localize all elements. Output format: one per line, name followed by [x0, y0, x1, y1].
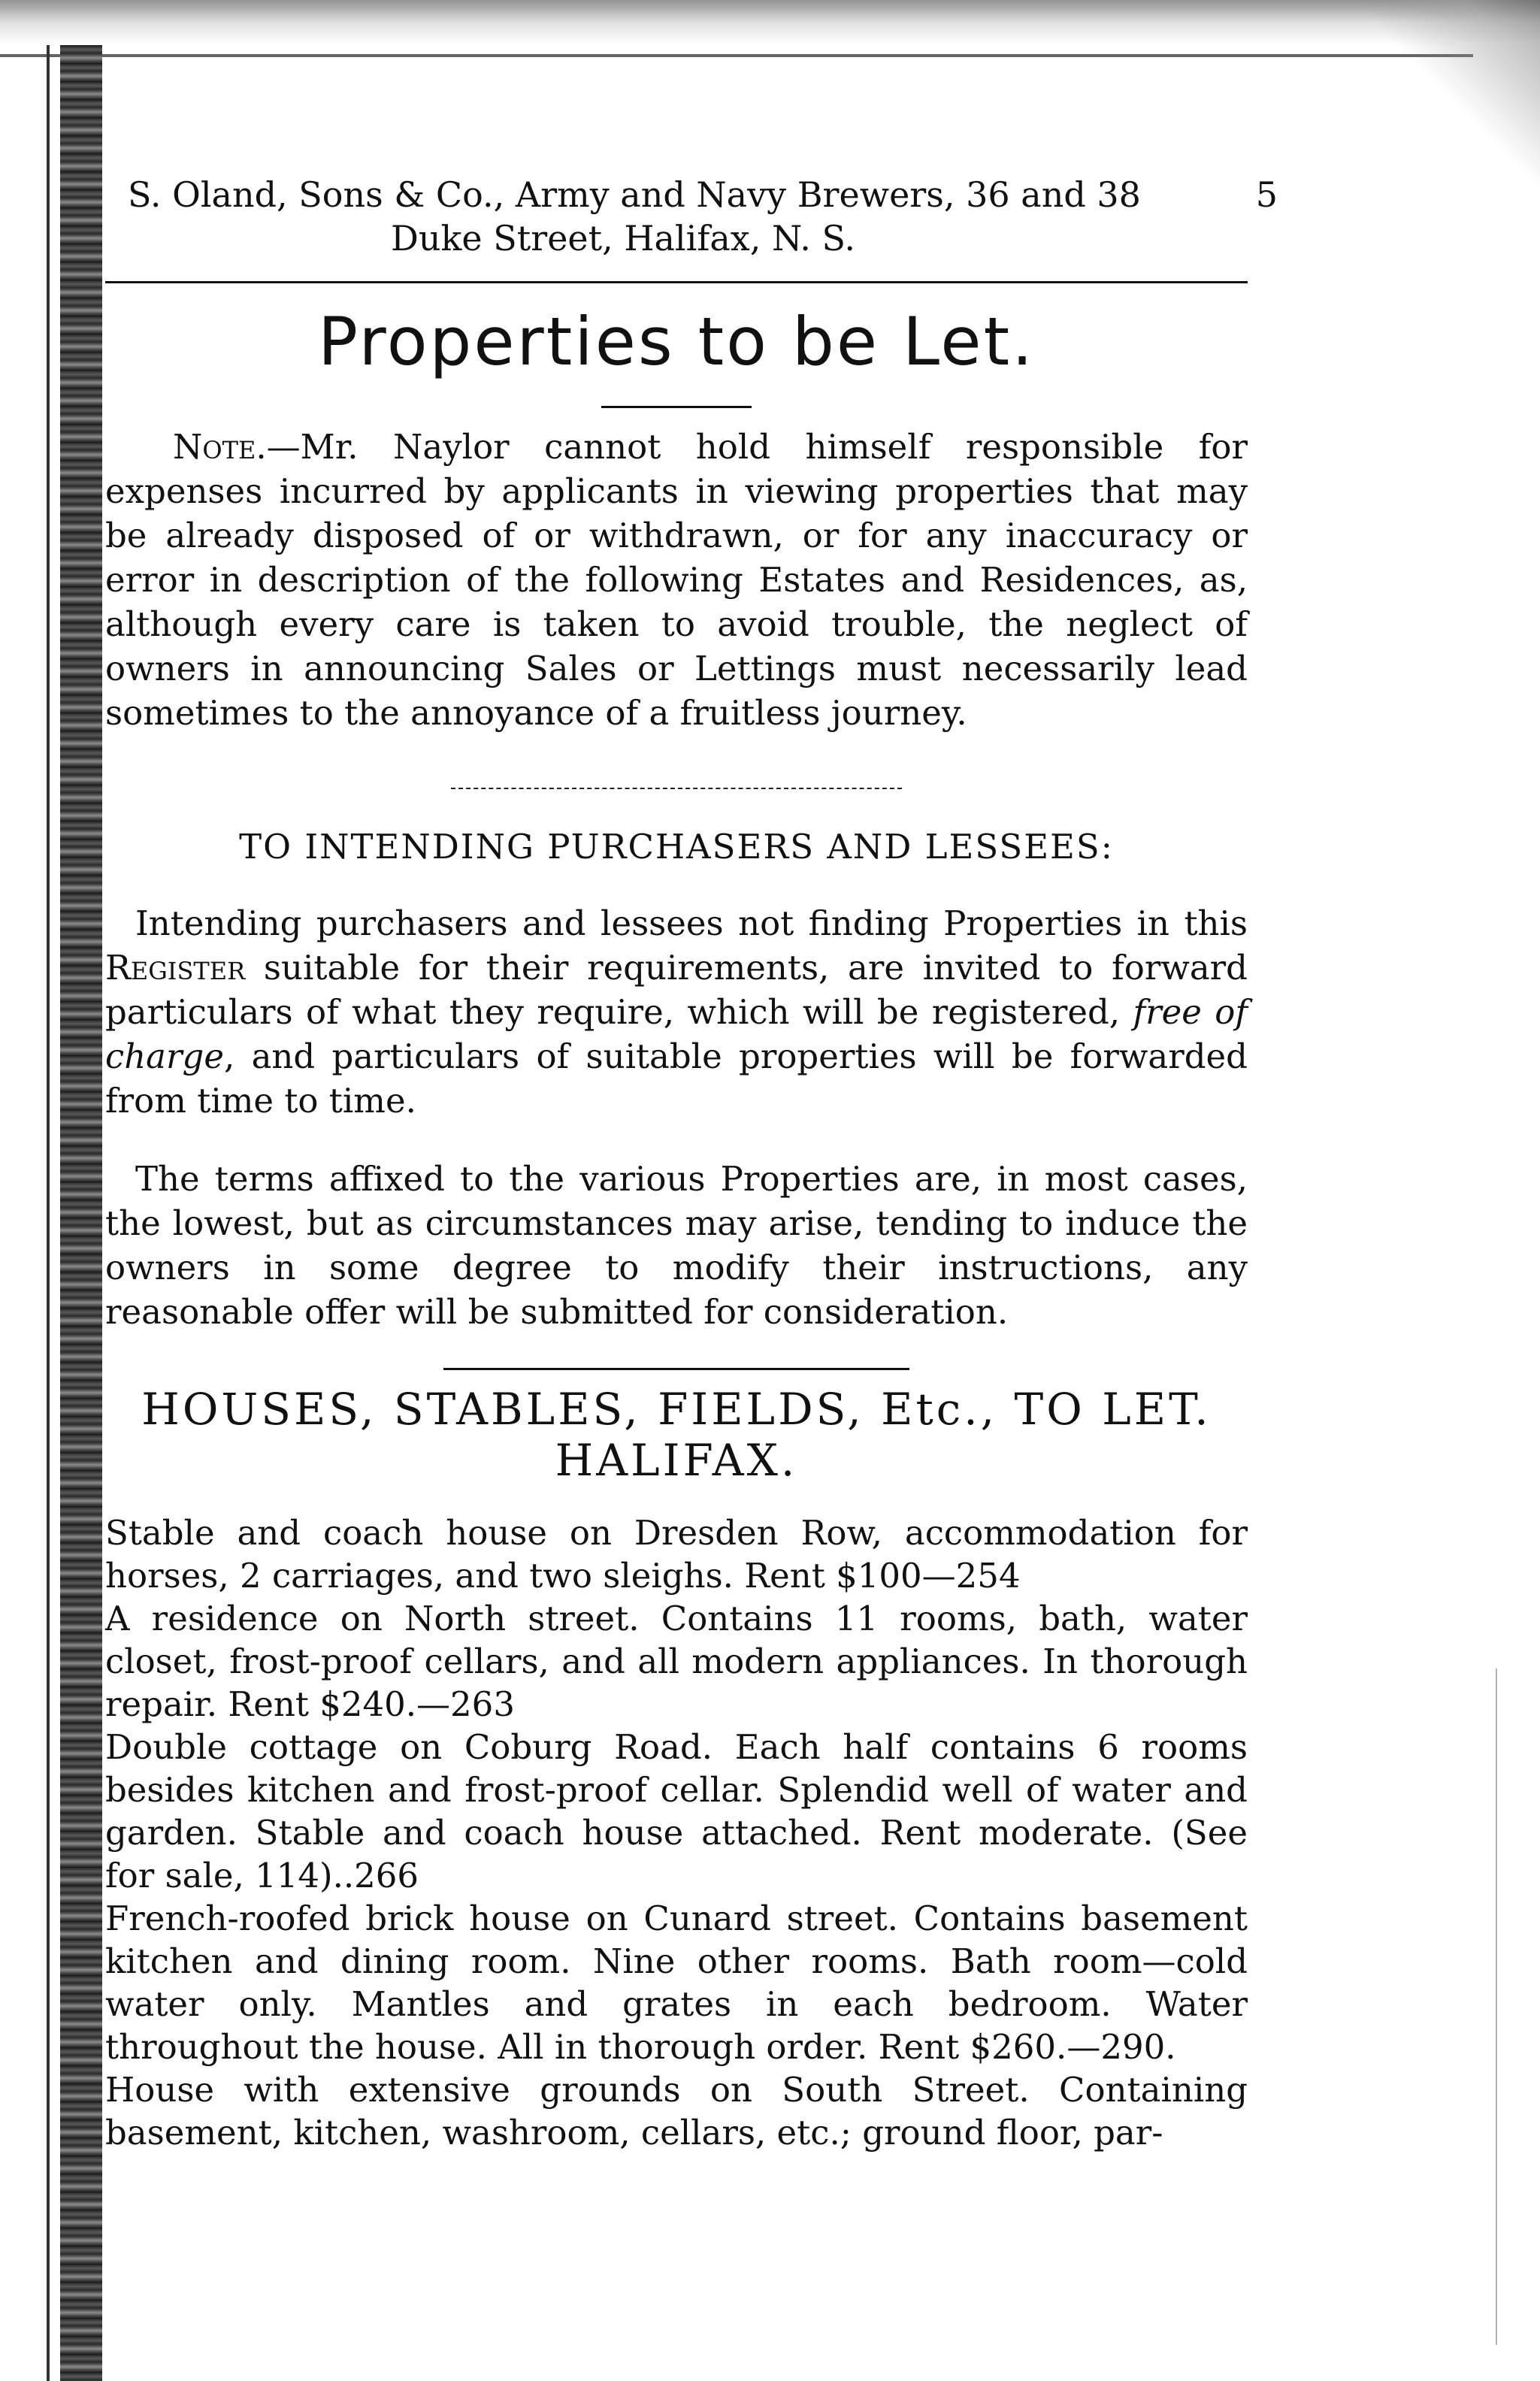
running-head-line-2: Duke Street, Halifax, N. S. — [391, 218, 856, 259]
running-head-line-1: S. Oland, Sons & Co., Army and Navy Brewers, 36 and 38 — [128, 174, 1141, 215]
page-number: 5 — [1255, 174, 1278, 215]
listings-list — [105, 1511, 1248, 2154]
scan-corner-shadow — [1360, 0, 1540, 241]
intending-text-b: suitable for their requirements, are invited to forward particulars of what they require, which will be registered, — [105, 948, 1248, 1032]
binding-line — [47, 45, 50, 2381]
listings-subheading: HALIFAX. — [555, 1435, 798, 1486]
header-rule — [105, 281, 1248, 283]
page-title: Properties to be Let. — [317, 303, 1036, 380]
note-text: —Mr. Naylor cannot hold himself responsible for expenses incurred by applicants in viewing properties that may be already disposed of or withdrawn, or for any inaccuracy or error in description of the following Estates and Residences, as, although every care is taken to avoid trouble, the neglect of owners in announcing Sales or Lettings must necessarily lead sometimes to the annoyance of a fruitless journey. — [105, 427, 1248, 733]
intending-text-c: , and particulars of suitable properties will be forwarded from time to time. — [105, 1036, 1248, 1121]
note-lead: Note. — [173, 427, 267, 467]
list-item: House with extensive grounds on South Street. Containing basement, kitchen, washroom, cellars, etc.; ground floor, par- — [105, 2070, 1248, 2153]
intending-paragraph-1 — [105, 901, 1248, 1123]
intending-text-a: Intending purchasers and lessees not finding Properties in this — [135, 903, 1248, 943]
document-page — [105, 173, 1278, 2154]
listings-heading: HOUSES, STABLES, FIELDS, Etc., TO LET. — [141, 1384, 1212, 1435]
register-word: Register — [105, 948, 246, 988]
section-divider — [451, 788, 902, 789]
intending-paragraph-2 — [105, 1157, 1248, 1334]
list-item: Stable and coach house on Dresden Row, accommodation for horses, 2 carriages, and two sleighs. Rent $100—254 — [105, 1513, 1248, 1596]
list-item: A residence on North street. Contains 11 rooms, bath, water closet, frost-proof cellars, and all modern appliances. In thorough repair. Rent $240.—263 — [105, 1599, 1248, 1724]
scan-edge-line — [0, 54, 1473, 57]
list-item: French-roofed brick house on Cunard street. Contains basement kitchen and dining room. Nine other rooms. Bath room—cold water only. Mantles and grates in each bedroom. Water throughout the house. All in thorough order. Rent $260.—290. — [105, 1898, 1248, 2067]
title-rule — [601, 406, 752, 408]
running-head — [105, 173, 1278, 260]
page-binding — [0, 0, 98, 2381]
binding-gutter — [60, 45, 102, 2381]
list-item: Double cottage on Coburg Road. Each half contains 6 rooms besides kitchen and frost-proof cellar. Splendid well of water and garden. Stable and coach house attached. Rent moderate. (See for sale, 114)..266 — [105, 1727, 1248, 1895]
right-margin-marks — [1496, 1669, 1502, 2345]
terms-text: The terms affixed to the various Properties are, in most cases, the lowest, but as circumstances may arise, tending to induce the owners in some degree to modify their instructions, any reasonable offer will be submitted for consideration. — [105, 1159, 1248, 1332]
listings-rule — [443, 1368, 909, 1370]
free-of-charge: free of charge — [105, 992, 1248, 1076]
scan-shadow-top — [0, 0, 1540, 45]
intending-heading: TO INTENDING PURCHASERS AND LESSEES: — [239, 827, 1114, 867]
note-paragraph — [105, 425, 1248, 735]
